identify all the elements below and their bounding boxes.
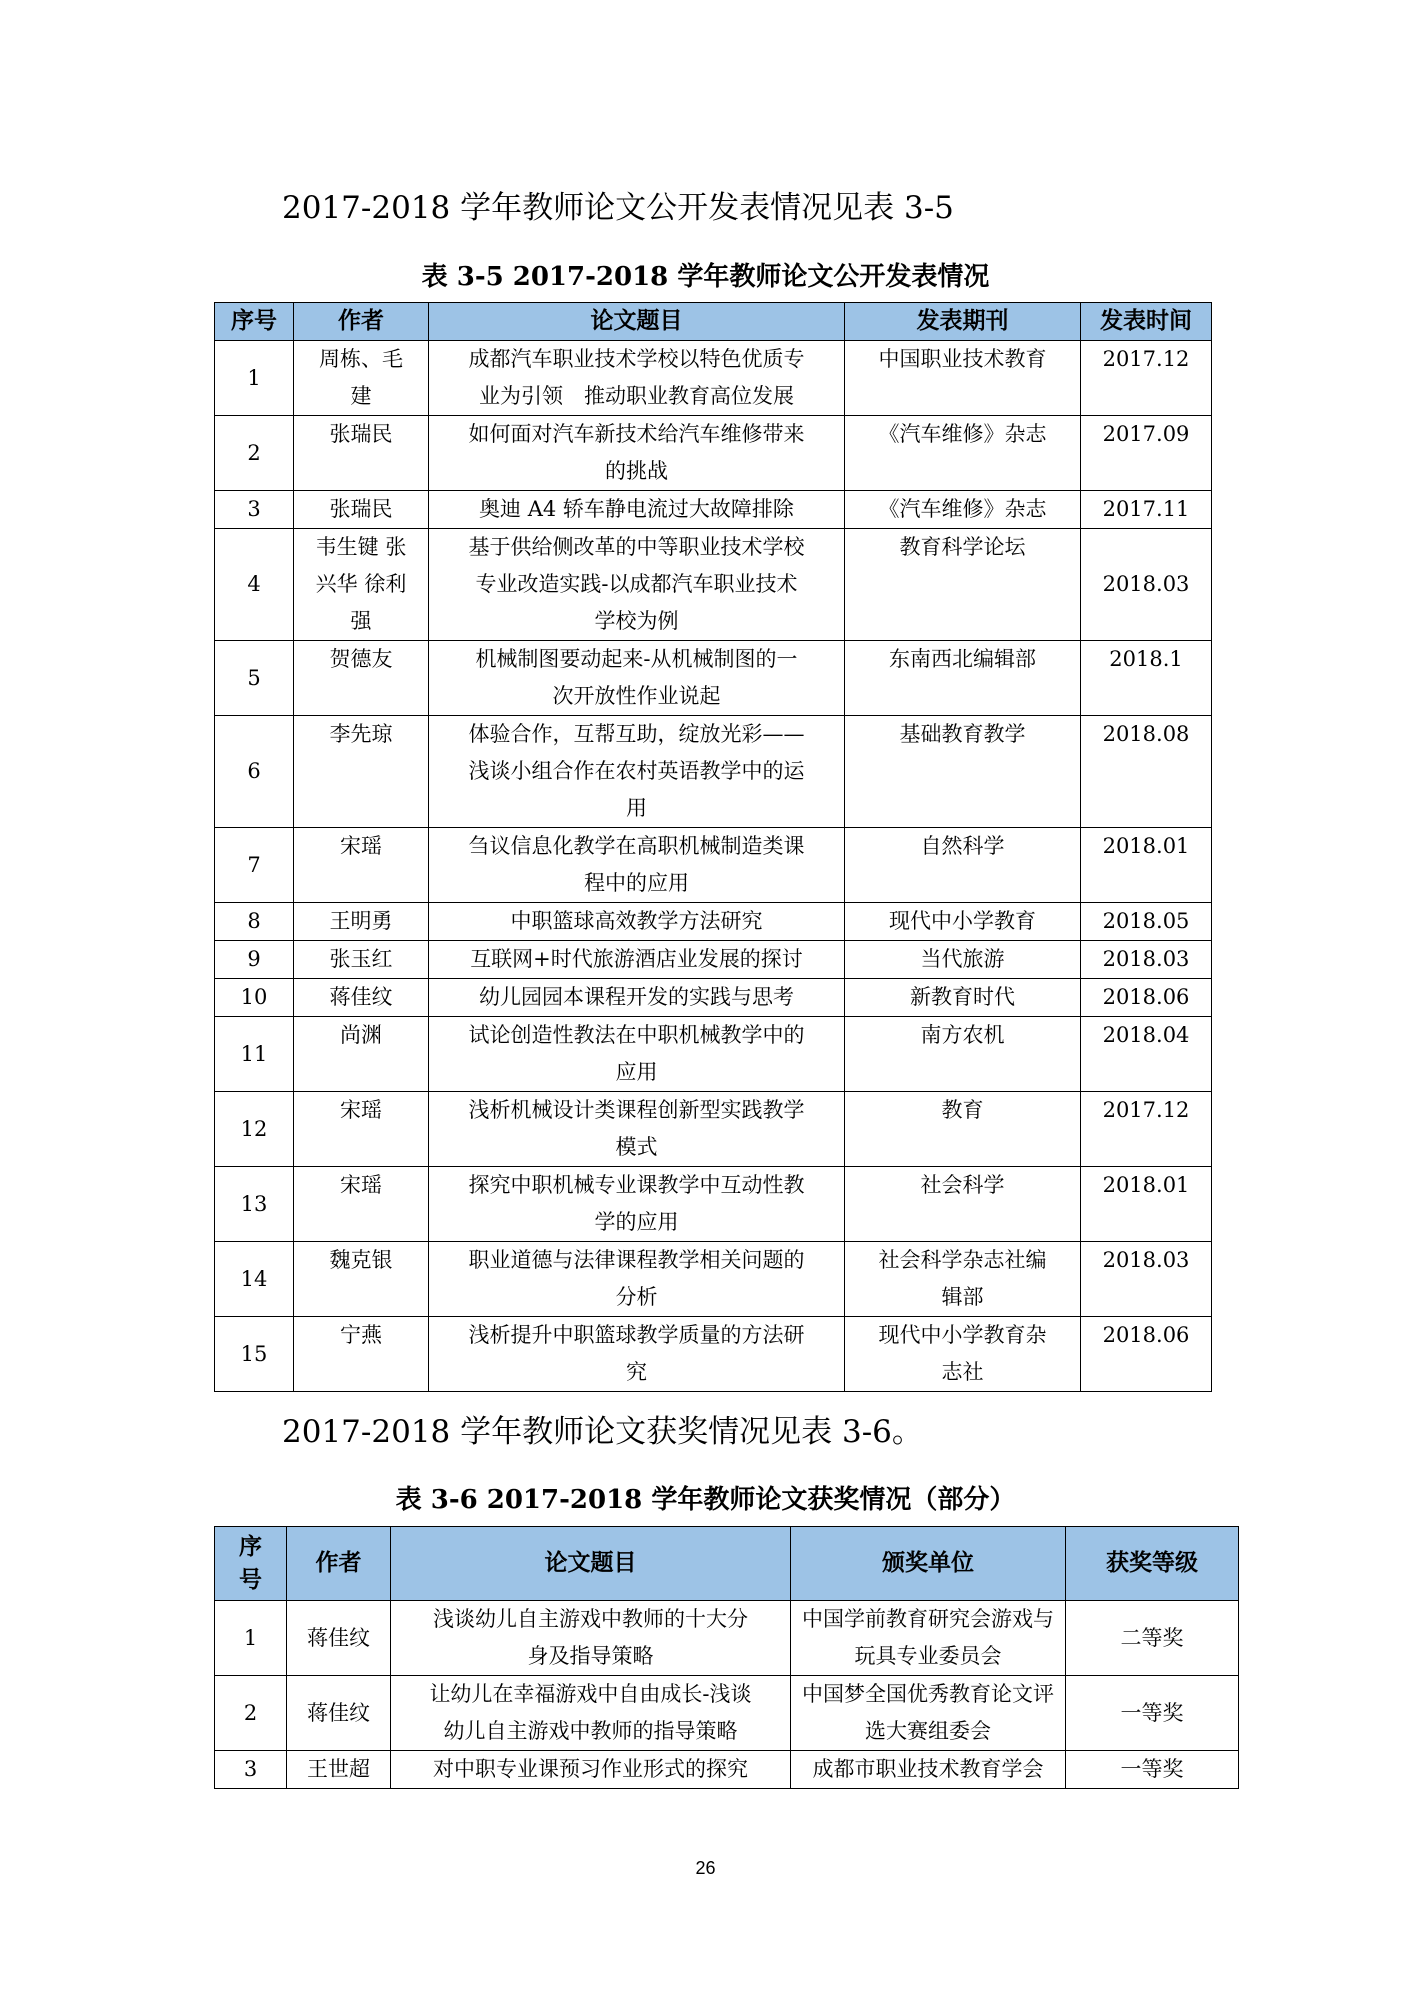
- cell-line: 用: [626, 796, 647, 820]
- cell-line: 选大赛组委会: [865, 1719, 991, 1743]
- cell-seq: 1: [215, 1601, 287, 1676]
- cell-date: 2017.12: [1081, 1092, 1212, 1167]
- table-row: [215, 491, 1212, 529]
- cell-date: 2017.09: [1081, 416, 1212, 491]
- cell-journal: [845, 491, 1081, 529]
- cell-org: [791, 1676, 1066, 1751]
- cell-line: 互联网+时代旅游酒店业发展的探讨: [470, 947, 803, 971]
- cell-org: [791, 1751, 1066, 1789]
- cell-line: 中国职业技术教育: [878, 347, 1047, 371]
- header-author: 作者: [287, 1527, 391, 1601]
- cell-date: 2018.06: [1081, 1317, 1212, 1392]
- cell-line: 王明勇: [329, 909, 393, 933]
- cell-author: [294, 1092, 429, 1167]
- cell-line: 浅谈幼儿自主游戏中教师的十大分: [433, 1607, 748, 1631]
- cell-date: 2018.03: [1081, 941, 1212, 979]
- cell-title: [429, 1317, 845, 1392]
- cell-journal: [845, 1317, 1081, 1392]
- table-row: [215, 941, 1212, 979]
- cell-line: 分析: [615, 1285, 658, 1309]
- table-row: [215, 716, 1212, 828]
- cell-date: 2018.01: [1081, 828, 1212, 903]
- cell-seq: 3: [215, 1751, 287, 1789]
- cell-seq: 2: [215, 416, 294, 491]
- cell-author: [294, 828, 429, 903]
- cell-line: 对中职专业课预习作业形式的探究: [433, 1757, 748, 1781]
- cell-line: 程中的应用: [584, 871, 689, 895]
- cell-line: 东南西北编辑部: [889, 647, 1036, 671]
- cell-line: 如何面对汽车新技术给汽车维修带来: [468, 422, 805, 446]
- table-3-6-header-row: [215, 1527, 1239, 1601]
- cell-title: [429, 1017, 845, 1092]
- header-date: 发表时间: [1081, 303, 1212, 341]
- cell-line: 社会科学杂志社编: [878, 1248, 1047, 1272]
- header-author: 作者: [294, 303, 429, 341]
- cell-line: 试论创造性教法在中职机械教学中的: [468, 1023, 805, 1047]
- cell-author: [294, 1317, 429, 1392]
- cell-journal: [845, 716, 1081, 828]
- header-title: 论文题目: [391, 1527, 791, 1601]
- table-row: [215, 1092, 1212, 1167]
- cell-line: 志社: [941, 1360, 984, 1384]
- cell-line: 《汽车维修》杂志: [878, 422, 1047, 446]
- cell-line: 当代旅游: [920, 947, 1005, 971]
- cell-line: 浅析提升中职篮球教学质量的方法研: [468, 1323, 805, 1347]
- intro-paragraph-1: 2017-2018 学年教师论文公开发表情况见表 3-5: [282, 190, 954, 226]
- cell-line: 兴华 徐利: [315, 572, 407, 596]
- cell-line: 韦生键 张: [315, 535, 407, 559]
- table-3-5-header-row: [215, 303, 1212, 341]
- cell-level: 一等奖: [1066, 1676, 1239, 1751]
- page-number: 26: [695, 1858, 716, 1878]
- cell-line: 幼儿自主游戏中教师的指导策略: [443, 1719, 738, 1743]
- cell-title: [429, 416, 845, 491]
- cell-author: [294, 941, 429, 979]
- cell-title: [429, 828, 845, 903]
- cell-author: 蒋佳纹: [287, 1601, 391, 1676]
- cell-journal: [845, 828, 1081, 903]
- cell-date: 2018.01: [1081, 1167, 1212, 1242]
- header-seq: 序号: [215, 303, 294, 341]
- table-row: [215, 416, 1212, 491]
- cell-date: 2018.04: [1081, 1017, 1212, 1092]
- table-row: [215, 1317, 1212, 1392]
- cell-author: [294, 716, 429, 828]
- cell-line: 职业道德与法律课程教学相关问题的: [468, 1248, 805, 1272]
- cell-seq: 14: [215, 1242, 294, 1317]
- cell-seq: 9: [215, 941, 294, 979]
- cell-line: 宋瑶: [340, 1098, 382, 1122]
- table-row: [215, 828, 1212, 903]
- header-seq: 序号: [215, 1527, 287, 1601]
- cell-author: [294, 979, 429, 1017]
- cell-journal: [845, 641, 1081, 716]
- cell-title: [429, 941, 845, 979]
- cell-line: 自然科学: [920, 834, 1005, 858]
- cell-line: 蒋佳纹: [329, 985, 393, 1009]
- cell-title: [429, 529, 845, 641]
- cell-journal: [845, 529, 1081, 641]
- cell-line: 让幼儿在幸福游戏中自由成长-浅谈: [429, 1682, 752, 1706]
- cell-line: 浅析机械设计类课程创新型实践教学: [468, 1098, 805, 1122]
- cell-line: 周栋、毛: [319, 347, 403, 371]
- cell-line: 业为引领 推动职业教育高位发展: [479, 384, 794, 408]
- cell-line: 浅谈小组合作在农村英语教学中的运: [468, 759, 805, 783]
- cell-title: [391, 1676, 791, 1751]
- cell-line: 幼儿园园本课程开发的实践与思考: [479, 985, 794, 1009]
- table-row: [215, 341, 1212, 416]
- cell-level: 一等奖: [1066, 1751, 1239, 1789]
- table-row: [215, 1751, 1239, 1789]
- cell-title: [429, 491, 845, 529]
- cell-line: 奥迪 A4 轿车静电流过大故障排除: [479, 497, 794, 521]
- cell-journal: [845, 1167, 1081, 1242]
- cell-line: 成都市职业技术教育学会: [812, 1757, 1044, 1781]
- cell-seq: 5: [215, 641, 294, 716]
- table-row: [215, 1242, 1212, 1317]
- cell-journal: [845, 941, 1081, 979]
- cell-author: [294, 416, 429, 491]
- header-title: 论文题目: [429, 303, 845, 341]
- cell-date: 2018.06: [1081, 979, 1212, 1017]
- cell-line: 基于供给侧改革的中等职业技术学校: [468, 535, 805, 559]
- table-row: [215, 1017, 1212, 1092]
- cell-line: 宁燕: [340, 1323, 382, 1347]
- cell-line: 贺德友: [329, 647, 393, 671]
- cell-seq: 8: [215, 903, 294, 941]
- cell-title: [429, 341, 845, 416]
- cell-line: 专业改造实践-以成都汽车职业技术: [475, 572, 798, 596]
- cell-line: 中国学前教育研究会游戏与: [802, 1607, 1054, 1631]
- cell-line: 辑部: [941, 1285, 984, 1309]
- cell-date: 2017.11: [1081, 491, 1212, 529]
- cell-line: 社会科学: [920, 1173, 1005, 1197]
- cell-line: 次开放性作业说起: [552, 684, 721, 708]
- cell-author: [294, 1167, 429, 1242]
- cell-line: 张瑞民: [329, 422, 393, 446]
- cell-line: 基础教育教学: [899, 722, 1026, 746]
- cell-line: 体验合作，互帮互助，绽放光彩——: [468, 722, 805, 746]
- cell-line: 南方农机: [920, 1023, 1005, 1047]
- table-row: [215, 979, 1212, 1017]
- table-row: [215, 1167, 1212, 1242]
- cell-line: 宋瑶: [340, 1173, 382, 1197]
- cell-line: 成都汽车职业技术学校以特色优质专: [468, 347, 805, 371]
- cell-line: 魏克银: [329, 1248, 393, 1272]
- table-3-5: [214, 302, 1212, 1392]
- cell-journal: [845, 979, 1081, 1017]
- cell-seq: 12: [215, 1092, 294, 1167]
- table-3-6-caption: 表 3-6 2017-2018 学年教师论文获奖情况（部分）: [395, 1485, 1016, 1515]
- cell-line: 教育科学论坛: [899, 535, 1026, 559]
- cell-line: 的挑战: [605, 459, 668, 483]
- header-org: 颁奖单位: [791, 1527, 1066, 1601]
- cell-seq: 1: [215, 341, 294, 416]
- cell-line: 刍议信息化教学在高职机械制造类课: [468, 834, 805, 858]
- table-row: [215, 529, 1212, 641]
- cell-author: 蒋佳纹: [287, 1676, 391, 1751]
- cell-author: 王世超: [287, 1751, 391, 1789]
- table-row: [215, 641, 1212, 716]
- cell-line: 新教育时代: [910, 985, 1015, 1009]
- cell-date: 2018.05: [1081, 903, 1212, 941]
- header-level: 获奖等级: [1066, 1527, 1239, 1601]
- cell-line: 中国梦全国优秀教育论文评: [802, 1682, 1054, 1706]
- cell-line: 宋瑶: [340, 834, 382, 858]
- table-3-5-caption: 表 3-5 2017-2018 学年教师论文公开发表情况: [421, 262, 990, 292]
- header-journal: 发表期刊: [845, 303, 1081, 341]
- cell-line: 身及指导策略: [527, 1644, 654, 1668]
- cell-seq: 6: [215, 716, 294, 828]
- cell-author: [294, 341, 429, 416]
- table-3-6: [214, 1526, 1239, 1789]
- cell-journal: [845, 416, 1081, 491]
- cell-title: [429, 903, 845, 941]
- cell-title: [429, 1092, 845, 1167]
- cell-line: 李先琼: [329, 722, 393, 746]
- cell-line: 究: [626, 1360, 647, 1384]
- cell-journal: [845, 903, 1081, 941]
- cell-title: [429, 716, 845, 828]
- cell-journal: [845, 341, 1081, 416]
- cell-line: 玩具专业委员会: [854, 1644, 1002, 1668]
- cell-seq: 2: [215, 1676, 287, 1751]
- cell-journal: [845, 1017, 1081, 1092]
- table-row: [215, 1601, 1239, 1676]
- cell-seq: 7: [215, 828, 294, 903]
- cell-line: 中职篮球高效教学方法研究: [510, 909, 763, 933]
- cell-title: [429, 1242, 845, 1317]
- cell-seq: 13: [215, 1167, 294, 1242]
- cell-line: 强: [350, 609, 372, 633]
- cell-author: [294, 491, 429, 529]
- cell-line: 张玉红: [329, 947, 393, 971]
- cell-author: [294, 1242, 429, 1317]
- cell-date: 2018.03: [1081, 529, 1212, 641]
- cell-title: [429, 979, 845, 1017]
- cell-line: 模式: [615, 1135, 658, 1159]
- intro-paragraph-2: 2017-2018 学年教师论文获奖情况见表 3-6。: [282, 1414, 923, 1450]
- cell-line: 探究中职机械专业课教学中互动性教: [468, 1173, 805, 1197]
- cell-author: [294, 1017, 429, 1092]
- cell-line: 《汽车维修》杂志: [878, 497, 1047, 521]
- cell-date: 2017.12: [1081, 341, 1212, 416]
- cell-author: [294, 641, 429, 716]
- cell-line: 机械制图要动起来-从机械制图的一: [475, 647, 798, 671]
- cell-line: 现代中小学教育: [889, 909, 1036, 933]
- cell-title: [429, 1167, 845, 1242]
- cell-title: [391, 1751, 791, 1789]
- cell-title: [429, 641, 845, 716]
- cell-line: 现代中小学教育杂: [878, 1323, 1047, 1347]
- cell-line: 建: [350, 384, 372, 408]
- cell-seq: 11: [215, 1017, 294, 1092]
- cell-line: 学校为例: [594, 609, 679, 633]
- cell-seq: 4: [215, 529, 294, 641]
- cell-seq: 3: [215, 491, 294, 529]
- cell-date: 2018.08: [1081, 716, 1212, 828]
- cell-line: 尚渊: [340, 1023, 382, 1047]
- cell-journal: [845, 1092, 1081, 1167]
- table-row: [215, 1676, 1239, 1751]
- cell-line: 张瑞民: [329, 497, 393, 521]
- cell-journal: [845, 1242, 1081, 1317]
- cell-title: [391, 1601, 791, 1676]
- cell-level: 二等奖: [1066, 1601, 1239, 1676]
- cell-line: 学的应用: [594, 1210, 679, 1234]
- cell-author: [294, 529, 429, 641]
- cell-seq: 10: [215, 979, 294, 1017]
- cell-date: 2018.03: [1081, 1242, 1212, 1317]
- cell-org: [791, 1601, 1066, 1676]
- cell-line: 应用: [615, 1060, 658, 1084]
- cell-date: 2018.1: [1081, 641, 1212, 716]
- cell-author: [294, 903, 429, 941]
- cell-line: 教育: [941, 1098, 984, 1122]
- cell-seq: 15: [215, 1317, 294, 1392]
- table-row: [215, 903, 1212, 941]
